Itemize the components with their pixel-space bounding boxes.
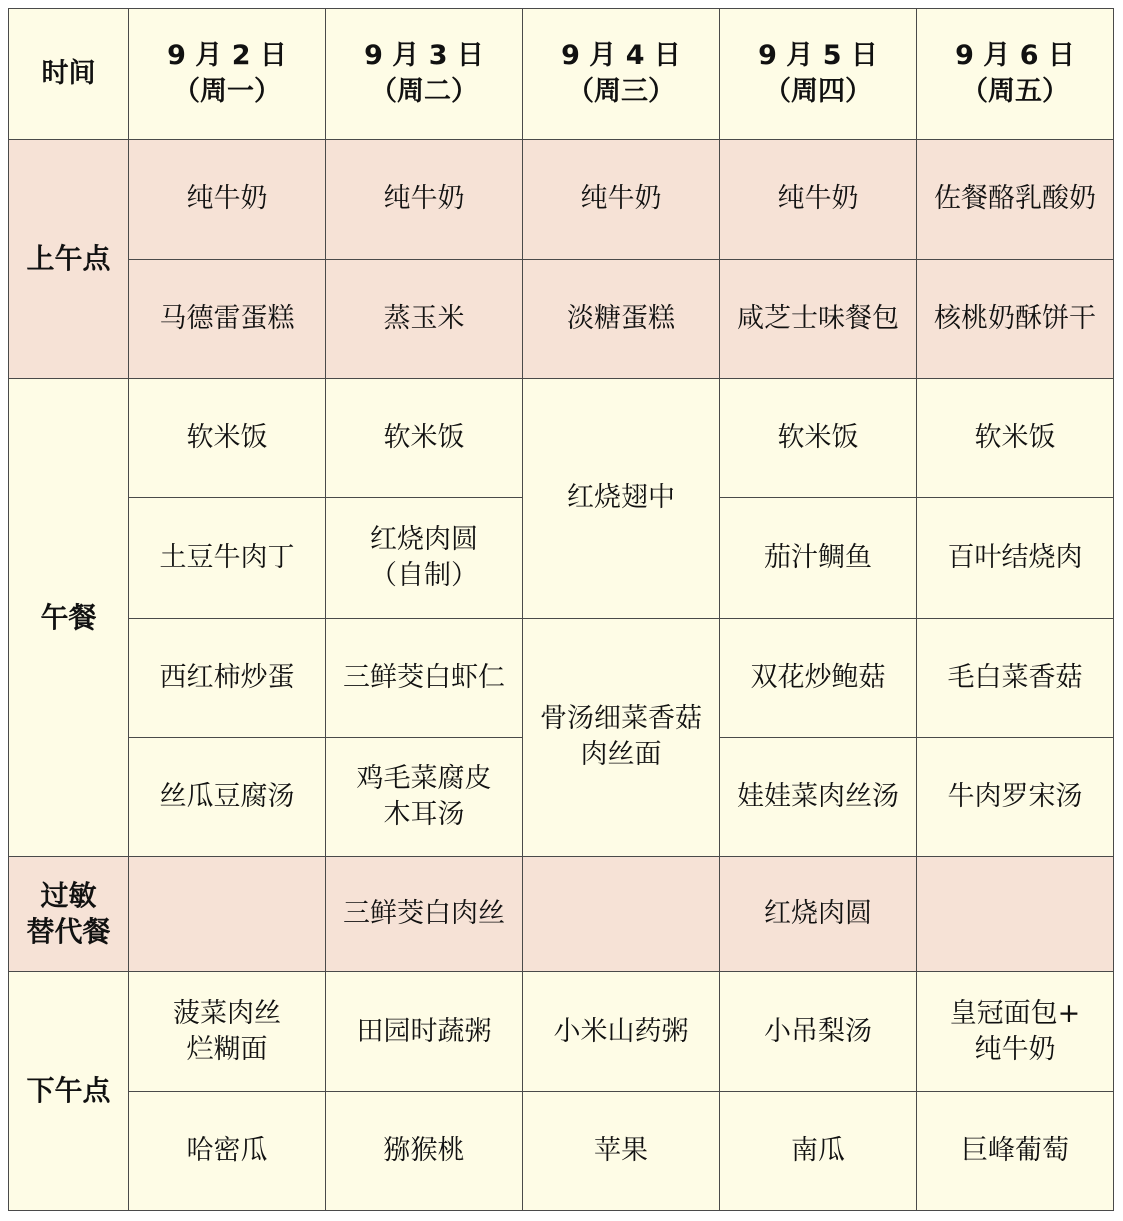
menu-cell [129, 972, 326, 1091]
menu-line: 烂糊面 [186, 1033, 268, 1065]
lunch-row-3 [9, 618, 1114, 737]
menu-line: （自制） [370, 559, 478, 591]
menu-cell: 软米饭 [720, 378, 917, 497]
menu-line: 皇冠面包+ [949, 997, 1081, 1029]
day-header-tue [326, 9, 523, 140]
menu-cell: 软米饭 [129, 378, 326, 497]
menu-cell: 丝瓜豆腐汤 [129, 737, 326, 856]
weekday-label: （周四） [764, 76, 872, 108]
label-line: 替代餐 [26, 915, 111, 949]
menu-line: 肉丝面 [580, 739, 662, 771]
weekday-label: （周三） [567, 76, 675, 108]
menu-cell [523, 857, 720, 972]
menu-cell: 三鲜茭白虾仁 [326, 618, 523, 737]
allergy-row [9, 857, 1114, 972]
day-header-fri [917, 9, 1114, 140]
menu-cell: 哈密瓜 [129, 1091, 326, 1210]
weekday-label: （周五） [961, 76, 1069, 108]
menu-cell [917, 857, 1114, 972]
menu-cell: 纯牛奶 [523, 140, 720, 259]
menu-cell: 红烧翅中 [523, 378, 720, 618]
menu-cell [917, 972, 1114, 1091]
menu-cell: 双花炒鲍菇 [720, 618, 917, 737]
menu-cell: 蒸玉米 [326, 259, 523, 378]
menu-cell: 淡糖蛋糕 [523, 259, 720, 378]
menu-cell [523, 618, 720, 857]
menu-cell: 猕猴桃 [326, 1091, 523, 1210]
lunch-row-1 [9, 378, 1114, 497]
allergy-label [9, 857, 129, 972]
menu-line: 红烧肉圆 [370, 523, 478, 555]
label-line: 过敏 [40, 879, 97, 913]
menu-cell: 小吊梨汤 [720, 972, 917, 1091]
date-label: 9 月 6 日 [955, 40, 1075, 72]
menu-line: 菠菜肉丝 [173, 997, 281, 1029]
day-header-mon [129, 9, 326, 140]
lunch-label: 午餐 [9, 378, 129, 856]
menu-line: 木耳汤 [383, 798, 465, 830]
date-label: 9 月 4 日 [561, 40, 681, 72]
menu-cell: 佐餐酪乳酸奶 [917, 140, 1114, 259]
afternoon-snack-row-2 [9, 1091, 1114, 1210]
weekly-menu-table [8, 8, 1114, 1211]
menu-cell: 纯牛奶 [129, 140, 326, 259]
menu-cell: 南瓜 [720, 1091, 917, 1210]
menu-cell: 核桃奶酥饼干 [917, 259, 1114, 378]
afternoon-snack-row-1 [9, 972, 1114, 1091]
menu-cell: 软米饭 [326, 378, 523, 497]
menu-cell: 百叶结烧肉 [917, 498, 1114, 618]
day-header-wed [523, 9, 720, 140]
menu-line: 纯牛奶 [974, 1033, 1056, 1065]
menu-cell: 小米山药粥 [523, 972, 720, 1091]
menu-cell: 茄汁鲷鱼 [720, 498, 917, 618]
menu-cell: 毛白菜香菇 [917, 618, 1114, 737]
weekday-label: （周二） [370, 76, 478, 108]
header-row [9, 9, 1114, 140]
menu-cell: 巨峰葡萄 [917, 1091, 1114, 1210]
day-header-thu [720, 9, 917, 140]
menu-cell: 西红柿炒蛋 [129, 618, 326, 737]
menu-line: 鸡毛菜腐皮 [356, 762, 492, 794]
menu-cell: 马德雷蛋糕 [129, 259, 326, 378]
menu-cell: 三鲜茭白肉丝 [326, 857, 523, 972]
morning-snack-row-1 [9, 140, 1114, 259]
menu-cell: 田园时蔬粥 [326, 972, 523, 1091]
menu-cell: 纯牛奶 [720, 140, 917, 259]
menu-cell: 苹果 [523, 1091, 720, 1210]
menu-cell: 咸芝士味餐包 [720, 259, 917, 378]
menu-cell: 红烧肉圆 [720, 857, 917, 972]
menu-cell: 软米饭 [917, 378, 1114, 497]
morning-snack-label: 上午点 [9, 140, 129, 379]
menu-cell: 纯牛奶 [326, 140, 523, 259]
time-header: 时间 [9, 9, 129, 140]
date-label: 9 月 5 日 [758, 40, 878, 72]
morning-snack-row-2 [9, 259, 1114, 378]
menu-cell [129, 857, 326, 972]
menu-cell: 牛肉罗宋汤 [917, 737, 1114, 856]
menu-cell: 娃娃菜肉丝汤 [720, 737, 917, 856]
date-label: 9 月 3 日 [364, 40, 484, 72]
menu-line: 骨汤细菜香菇 [540, 703, 702, 735]
menu-cell [326, 498, 523, 618]
menu-cell [326, 737, 523, 856]
afternoon-snack-label: 下午点 [9, 972, 129, 1211]
menu-cell: 土豆牛肉丁 [129, 498, 326, 618]
date-label: 9 月 2 日 [167, 40, 287, 72]
weekday-label: （周一） [173, 76, 281, 108]
